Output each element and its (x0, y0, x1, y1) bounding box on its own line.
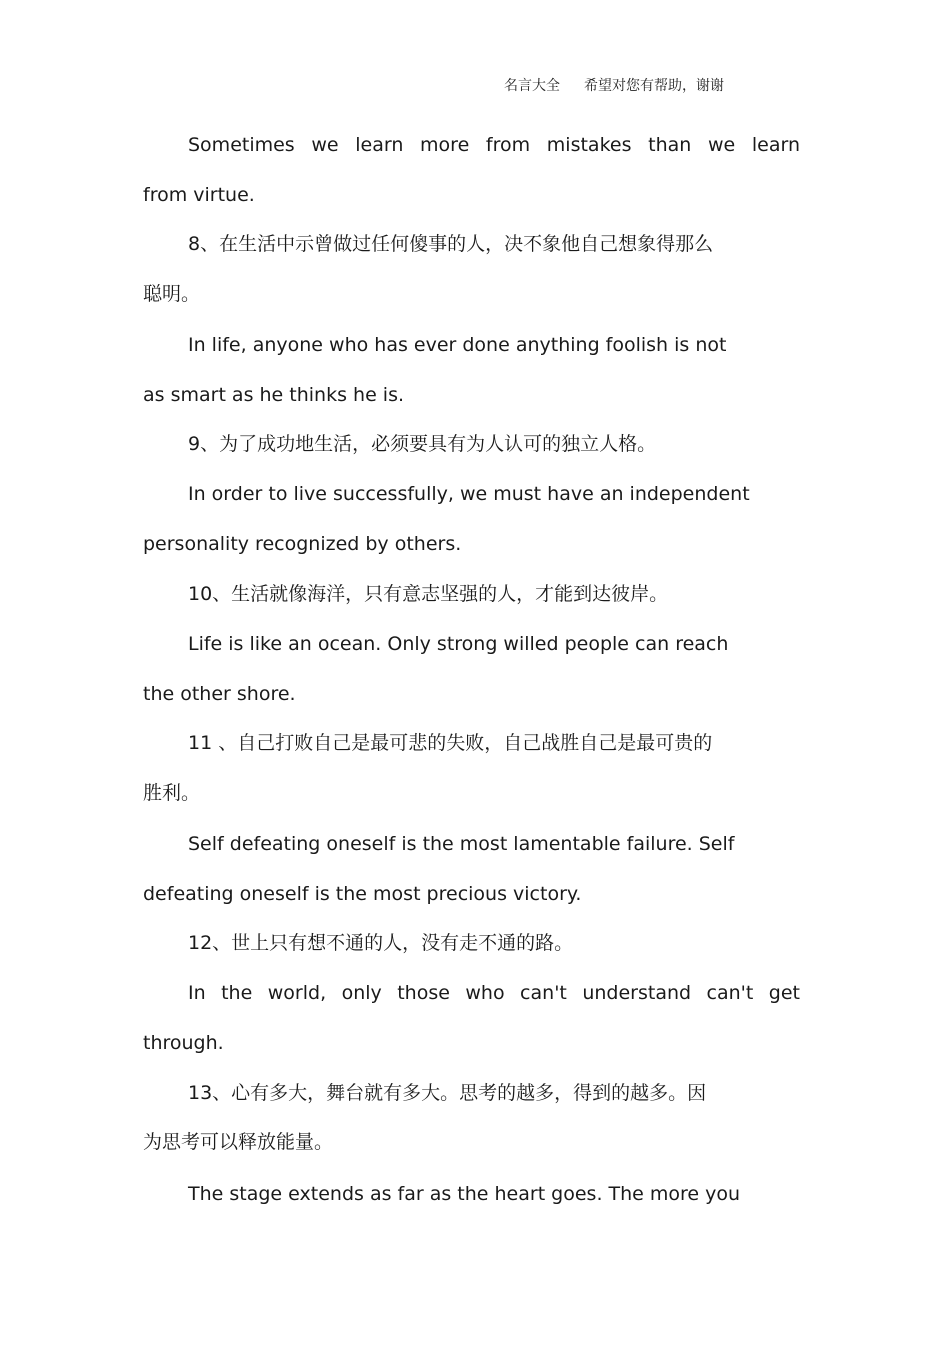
text-line: 11 、自己打败自己是最可悲的失败，自己战胜自己是最可贵的 (188, 732, 713, 754)
text-line: The stage extends as far as the heart goes. The more you (188, 1183, 741, 1205)
text-line: the other shore. (143, 683, 296, 705)
text-line: as smart as he thinks he is. (143, 384, 405, 406)
page-header (504, 75, 724, 95)
text-line: 9、为了成功地生活，必须要具有为人认可的独立人格。 (188, 433, 657, 455)
text-line: 聪明。 (143, 283, 201, 305)
text-line: In order to live successfully, we must have an independent (188, 483, 750, 505)
header-note: 希望对您有帮助，谢谢 (584, 78, 724, 94)
text-line: from virtue. (143, 184, 255, 206)
header-title: 名言大全 (504, 78, 560, 94)
text-line: In life, anyone who has ever done anything foolish is not (188, 334, 727, 356)
text-line: defeating oneself is the most precious victory. (143, 883, 582, 905)
text-line: In the world, only those who can't understand can't get (188, 982, 800, 1004)
text-line: 为思考可以释放能量。 (143, 1131, 334, 1153)
text-line: Life is like an ocean. Only strong willed people can reach (188, 633, 729, 655)
text-line: Self defeating oneself is the most lamentable failure. Self (188, 833, 735, 855)
text-line: 13、心有多大，舞台就有多大。思考的越多，得到的越多。因 (188, 1082, 707, 1104)
text-line: 12、世上只有想不通的人，没有走不通的路。 (188, 932, 574, 954)
text-line: Sometimes we learn more from mistakes than we learn (188, 134, 800, 156)
text-line: personality recognized by others. (143, 533, 462, 555)
text-line: 10、生活就像海洋，只有意志坚强的人，才能到达彼岸。 (188, 583, 669, 605)
text-line: 胜利。 (143, 782, 201, 804)
text-line: through. (143, 1032, 224, 1054)
text-line: 8、在生活中示曾做过任何傻事的人，决不象他自己想象得那么 (188, 233, 714, 255)
